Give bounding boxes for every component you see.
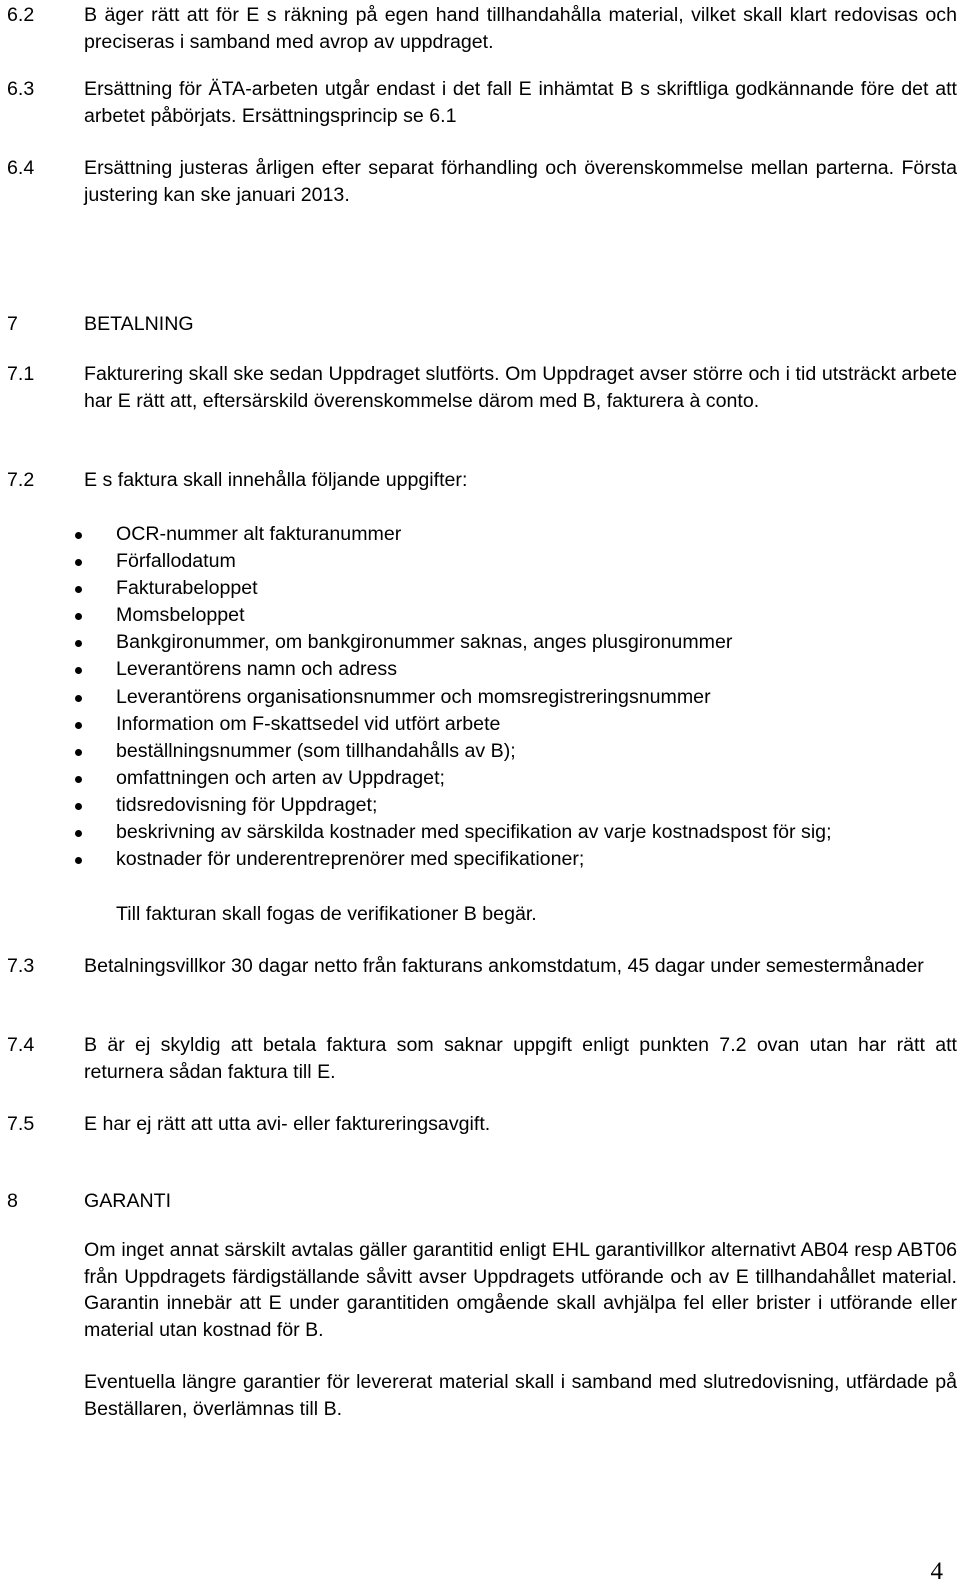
bullet-icon: [75, 667, 82, 674]
list-footnote: Till fakturan skall fogas de verifikationer B begär.: [116, 903, 537, 925]
section-number: 7: [7, 313, 18, 335]
list-item: Fakturabeloppet: [0, 575, 960, 602]
bullet-icon: [75, 586, 82, 593]
clause-text: Fakturering skall ske sedan Uppdraget slutförts. Om Uppdraget avser större och i tid utsträckt arbete har E rätt att, eftersärskild överenskommelse därom med B, fakturera à conto.: [84, 363, 957, 412]
clause-number: 7.5: [7, 1113, 35, 1135]
clause-7-5: [7, 1111, 957, 1138]
warranty-paragraph: Om inget annat särskilt avtalas gäller garantitid enligt EHL garantivillkor alternativt AB04 resp ABT06 från Uppdragets färdigställande såvitt avser Uppdragets utförande och av E tillhandahållet material. Garantin innebär att E under garantitiden omgående skall avhjälpa fel eller brister i utförande eller material utan kostnad för B.: [84, 1239, 957, 1341]
clause-7-2: [7, 467, 957, 494]
clause-number: 7.3: [7, 955, 35, 977]
clause-6-2: [7, 2, 957, 55]
list-item: beställningsnummer (som tillhandahålls av B);: [0, 738, 960, 765]
bullet-icon: [75, 532, 82, 539]
section-title: BETALNING: [84, 313, 194, 335]
section-number: 8: [7, 1190, 18, 1212]
page-number: 4: [930, 1558, 943, 1585]
clause-text: Ersättning justeras årligen efter separat förhandling och överenskommelse mellan parterna. Första justering kan ske januari 2013.: [84, 157, 957, 206]
bullet-icon: [75, 776, 82, 783]
warranty-extension-paragraph: Eventuella längre garantier för levererat material skall i samband med slutredovisning, utfärdade på Beställaren, överlämnas till B.: [84, 1371, 957, 1420]
clause-6-3: [7, 76, 957, 129]
section-title: GARANTI: [84, 1190, 172, 1212]
bullet-icon: [75, 749, 82, 756]
bullet-icon: [75, 830, 82, 837]
clause-text: Betalningsvillkor 30 dagar netto från fakturans ankomstdatum, 45 dagar under semestermånader: [84, 955, 924, 977]
bullet-icon: [75, 640, 82, 647]
list-item: beskrivning av särskilda kostnader med specifikation av varje kostnadspost för sig;: [0, 819, 960, 846]
clause-text: B är ej skyldig att betala faktura som saknar uppgift enligt punkten 7.2 ovan utan har rätt att returnera sådan faktura till E.: [84, 1034, 957, 1083]
list-item: omfattningen och arten av Uppdraget;: [0, 765, 960, 792]
clause-text: E s faktura skall innehålla följande uppgifter:: [84, 469, 468, 491]
clause-number: 6.3: [7, 78, 35, 100]
invoice-requirements-list: [0, 521, 960, 873]
list-item: Leverantörens organisationsnummer och momsregistreringsnummer: [0, 684, 960, 711]
list-item: Bankgironummer, om bankgironummer saknas, anges plusgironummer: [0, 629, 960, 656]
clause-number: 7.1: [7, 363, 35, 385]
list-item: tidsredovisning för Uppdraget;: [0, 792, 960, 819]
bullet-icon: [75, 613, 82, 620]
bullet-icon: [75, 857, 82, 864]
clause-number: 7.2: [7, 469, 35, 491]
list-item: kostnader för underentreprenörer med specifikationer;: [0, 846, 960, 873]
list-item: OCR-nummer alt fakturanummer: [0, 521, 960, 548]
clause-6-4: [7, 155, 957, 208]
bullet-icon: [75, 722, 82, 729]
clause-number: 6.4: [7, 157, 35, 179]
clause-text: B äger rätt att för E s räkning på egen hand tillhandahålla material, vilket skall klart redovisas och preciseras i samband med avrop av uppdraget.: [84, 4, 957, 53]
bullet-icon: [75, 695, 82, 702]
clause-number: 6.2: [7, 4, 35, 26]
clause-number: 7.4: [7, 1034, 35, 1056]
clause-7-1: [7, 361, 957, 414]
bullet-icon: [75, 559, 82, 566]
list-item: Förfallodatum: [0, 548, 960, 575]
bullet-icon: [75, 803, 82, 810]
list-item: Momsbeloppet: [0, 602, 960, 629]
clause-7-4: [7, 1032, 957, 1085]
clause-7-3: [7, 953, 957, 980]
list-item: Information om F-skattsedel vid utfört arbete: [0, 711, 960, 738]
clause-text: E har ej rätt att utta avi- eller faktureringsavgift.: [84, 1113, 491, 1135]
list-item: Leverantörens namn och adress: [0, 656, 960, 683]
clause-text: Ersättning för ÄTA-arbeten utgår endast i det fall E inhämtat B s skriftliga godkännande före det att arbetet påbörjats. Ersättningsprincip se 6.1: [84, 78, 957, 127]
